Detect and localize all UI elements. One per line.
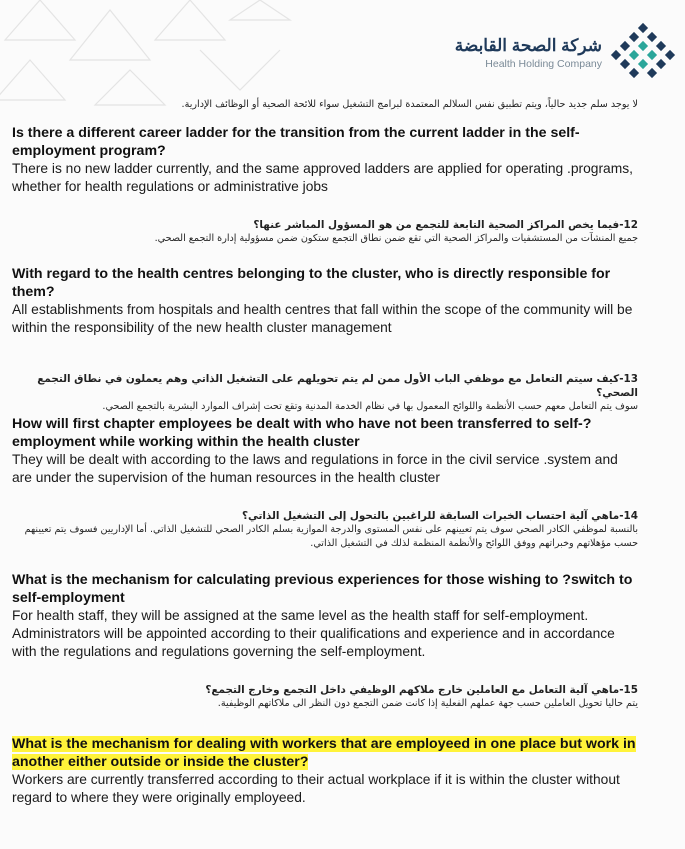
logo-diamond (629, 32, 639, 42)
answer-english: For health staff, they will be assigned at the same level as the health staff for self-employment. Administrators will be appointed according to their qualifications and experience and in accordance with the regulations and regulations governing the self-employment. (12, 608, 615, 659)
answer-arabic: لا يوجد سلم جديد حالياً، ويتم تطبيق نفس السلالم المعتمدة لبرامج التشغيل سواء للائحة الصحية أو الوظائف الإدارية. (181, 99, 638, 110)
document-body (12, 88, 638, 807)
section-14 (12, 509, 638, 661)
question-english: With regard to the health centres belonging to the cluster, who is directly responsible for them? (12, 266, 611, 300)
question-arabic: 14-ماهي آلية احتساب الخبرات السابقة للراغبين بالتحول إلى التشغيل الذاتي؟ (241, 510, 638, 522)
logo-diamond (638, 59, 648, 69)
logo-diamond (647, 68, 657, 78)
section-13 (12, 372, 638, 487)
company-logo-icon (610, 22, 676, 78)
section-12 (12, 218, 638, 337)
logo-diamond (656, 59, 666, 69)
logo-diamond (629, 68, 639, 78)
question-english: How will first chapter employees be dealt with who have not been transferred to self-?employment while working within the health cluster (12, 416, 592, 450)
logo-diamond (656, 41, 666, 51)
answer-english: There is no new ladder currently, and the same approved ladders are applied for operating .programs, whether for health regulations or administrative jobs (12, 161, 633, 194)
logo-diamond (611, 50, 621, 60)
answer-english: Workers are currently transferred according to their actual workplace if it is within the cluster without regard to where they were originally employeed. (12, 772, 620, 805)
question-arabic: 12-فيما يخص المراكز الصحية التابعة للتجمع من هو المسؤول المباشر عنها؟ (253, 219, 638, 231)
highlight-mark: What is the mechanism for dealing with workers that are employeed in one place but work in another either outside or inside the cluster? (12, 736, 636, 770)
company-logo (454, 12, 682, 74)
logo-diamond (629, 50, 639, 60)
question-english-highlighted (12, 735, 638, 771)
answer-arabic: بالنسبة لموظفي الكادر الصحي سوف يتم تعيينهم على نفس المستوى والدرجة الموازية بسلم الكادر الصحي للتشغيل الذاتي. أما الإداريين فسوف يتم تعيينهم حسب مؤهلاتهم وخبراتهم ووفق اللوائح والأنظمة المنظمة لذلك في التشغيل الذاتي. (24, 524, 638, 549)
company-name-arabic: شركة الصحة القابضة (454, 36, 602, 55)
answer-english: All establishments from hospitals and health centres that fall within the scope of the community will be within the responsibility of the new health cluster management (12, 302, 633, 335)
answer-arabic: يتم حاليا تحويل العاملين حسب جهة عملهم الفعلية إذا كانت ضمن التجمع دون النظر الى ملاكاتهم الوظيفية. (217, 698, 638, 709)
logo-diamond (665, 50, 675, 60)
answer-arabic: سوف يتم التعامل معهم حسب الأنظمة واللوائح المعمول بها في نظام الخدمة المدنية وتقع تحت إشراف الموارد البشرية بالتجمع الصحي. (102, 401, 638, 412)
question-english: What is the mechanism for calculating previous experiences for those wishing to ?switch to self-employment (12, 572, 633, 606)
answer-arabic: جميع المنشآت من المستشفيات والمراكز الصحية التي تقع ضمن نطاق التجمع ستكون ضمن مسؤولية إدارة التجمع الصحي. (154, 233, 638, 244)
section-11 (12, 98, 638, 196)
logo-diamond (647, 32, 657, 42)
logo-diamond (620, 41, 630, 51)
logo-diamond (647, 50, 657, 60)
company-name-english: Health Holding Company (485, 58, 602, 70)
question-arabic: 15-ماهي آلية التعامل مع العاملين خارج ملاكهم الوظيفي داخل التجمع وخارج التجمع؟ (205, 684, 638, 696)
answer-english: They will be dealt with according to the laws and regulations in force in the civil service .system and are under the supervision of the human resources in the health cluster (12, 452, 618, 485)
question-english: Is there a different career ladder for the transition from the current ladder in the self-employment program? (12, 125, 580, 159)
logo-diamond (638, 41, 648, 51)
question-arabic: 13-كيف سيتم التعامل مع موظفي الباب الأول ممن لم يتم تحويلهم على التشغيل الذاتي وهم يعملون في نطاق التجمع الصحي؟ (37, 373, 638, 399)
logo-diamond (638, 23, 648, 33)
section-15 (12, 683, 638, 807)
logo-diamond (620, 59, 630, 69)
